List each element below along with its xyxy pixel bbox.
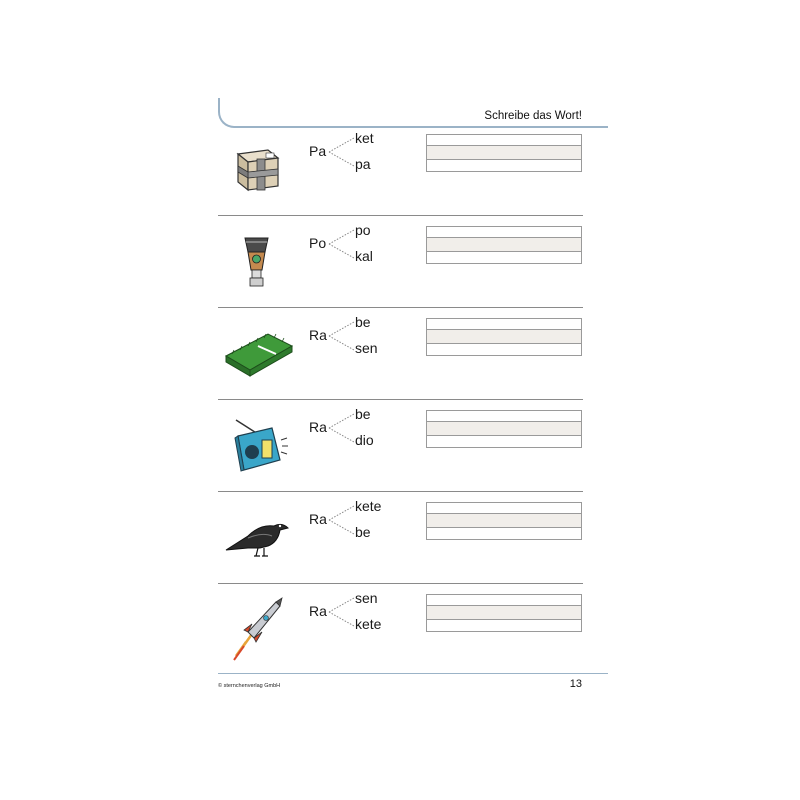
syllable-option[interactable]: po: [355, 222, 371, 238]
exercise-row: [218, 584, 583, 676]
syllable-option[interactable]: dio: [355, 432, 374, 448]
radio-icon: [218, 400, 294, 492]
footer-rule: [218, 673, 608, 674]
syllable-branch: [328, 228, 356, 260]
syllable-option[interactable]: sen: [355, 340, 378, 356]
first-syllable: Ra: [309, 511, 327, 527]
first-syllable: Ra: [309, 603, 327, 619]
copyright: © sternchenverlag GmbH: [218, 683, 281, 689]
writing-lines[interactable]: [426, 226, 582, 264]
syllable-branch: [328, 504, 356, 536]
page-number: 13: [569, 678, 582, 690]
syllable-option[interactable]: pa: [355, 156, 371, 172]
rocket-icon: [218, 584, 294, 676]
lawn-icon: [218, 308, 294, 400]
parcel-icon: [218, 124, 294, 216]
first-syllable: Po: [309, 235, 327, 251]
syllable-option[interactable]: ket: [355, 130, 374, 146]
trophy-cup-icon: [218, 216, 294, 308]
writing-lines[interactable]: [426, 594, 582, 632]
syllable-option[interactable]: kete: [355, 498, 382, 514]
syllable-option[interactable]: sen: [355, 590, 378, 606]
syllable-option[interactable]: be: [355, 524, 371, 540]
syllable-option[interactable]: be: [355, 406, 371, 422]
exercise-row: [218, 124, 583, 216]
exercise-row: [218, 400, 583, 492]
syllable-option[interactable]: kete: [355, 616, 382, 632]
first-syllable: Ra: [309, 419, 327, 435]
raven-icon: [218, 492, 294, 584]
syllable-option[interactable]: kal: [355, 248, 373, 264]
writing-lines[interactable]: [426, 410, 582, 448]
exercise-row: [218, 492, 583, 584]
writing-lines[interactable]: [426, 502, 582, 540]
page-title: Schreibe das Wort!: [484, 110, 582, 122]
first-syllable: Ra: [309, 327, 327, 343]
writing-lines[interactable]: [426, 134, 582, 172]
syllable-option[interactable]: be: [355, 314, 371, 330]
syllable-branch: [328, 412, 356, 444]
syllable-branch: [328, 136, 356, 168]
exercise-row: [218, 216, 583, 308]
syllable-branch: [328, 596, 356, 628]
first-syllable: Pa: [309, 143, 327, 159]
syllable-branch: [328, 320, 356, 352]
writing-lines[interactable]: [426, 318, 582, 356]
exercise-row: [218, 308, 583, 400]
